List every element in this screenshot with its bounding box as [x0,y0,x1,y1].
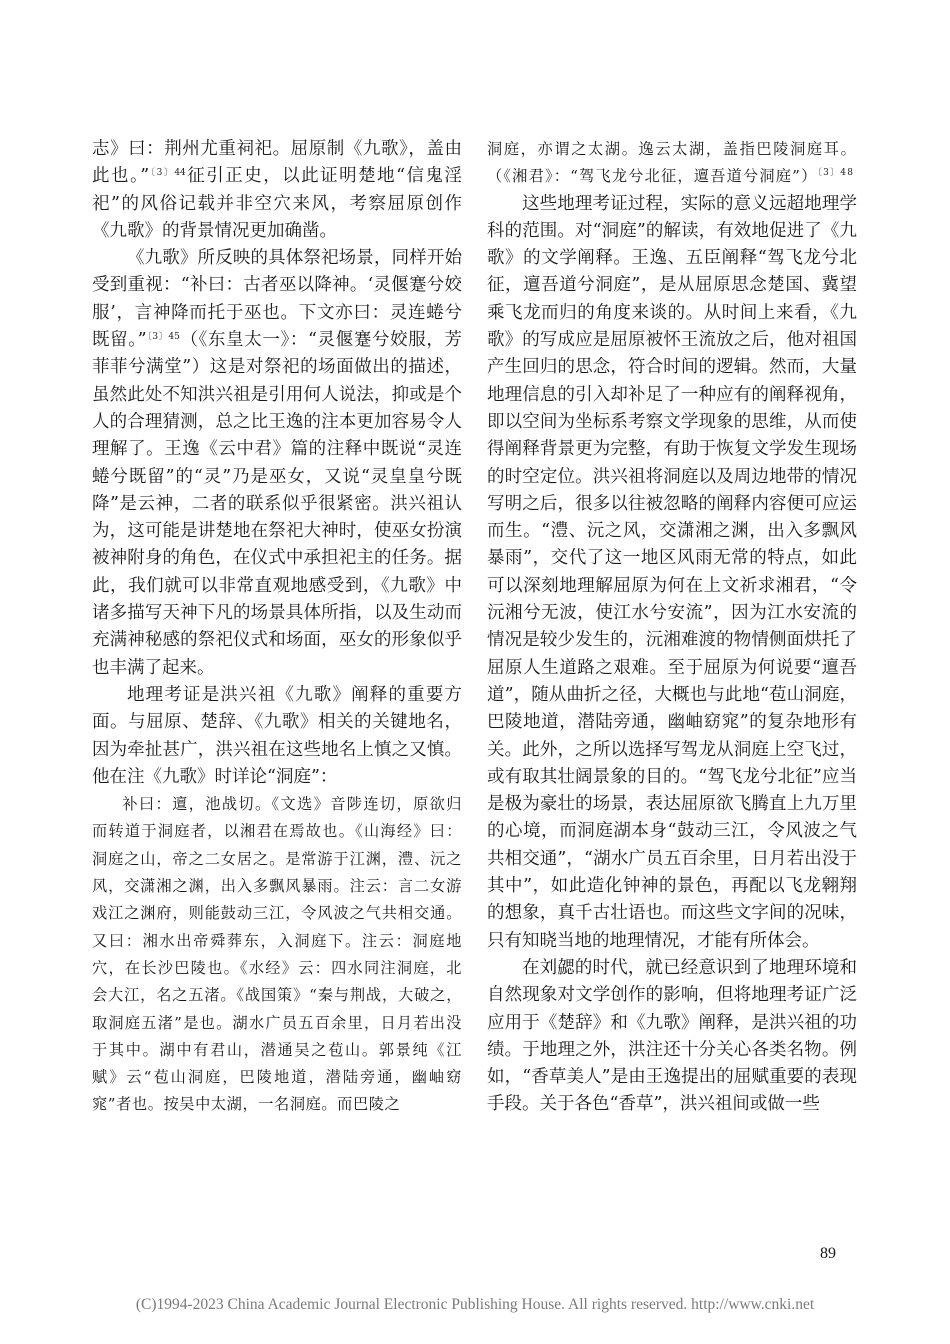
paragraph-2-text-a: 《九歌》所反映的具体祭祀场景，同样开始受到重视：“补曰：古者巫以降神。‘灵偃蹇兮姣服’，言神降而托于巫也。下文亦曰：灵连蜷兮既留。” [92,248,462,351]
paragraph-4: 这些地理考证过程，实际的意义远超地理学科的范围。对“洞庭”的解读，有效地促进了《九歌》的文学阐释。王逸、五臣阐释“驾飞龙兮北征，邅吾道兮洞庭”，是从屈原思念楚国、冀望乘飞龙而归的角度来谈的。从时间上来看，《九歌》的写成应是屈原被怀王流放之后，他对祖国产生回归的思念，符合时间的逻辑。然而，大量地理信息的引入却补足了一种应有的阐释视角，即以空间为坐标系考察文学现象的思维，从而使得阐释背景更为完整，有助于恢复文学发生现场的时空定位。洪兴祖将洞庭以及周边地带的情况写明之后，很多以往被忽略的阐释内容便可应运而生。“澧、沅之风，交潇湘之渊，出入多飘风暴雨”，交代了这一地区风雨无常的特点，如此可以深刻地理解屈原为何在上文祈求湘君，“令沅湘兮无波，使江水兮安流”，因为江水安流的情况是较少发生的，沅湘难渡的物情侧面烘托了屈原人生道路之艰难。至于屈原为何说要“邅吾道”，随从曲折之径，大概也与此地“苞山洞庭，巴陵地道，潜陆旁通，幽岫窈窕”的复杂地形有关。此外，之所以选择写驾龙从洞庭上空飞过，或有取其壮阔景象的目的。“驾飞龙兮北征”应当是极为豪壮的场景，表达屈原欲飞腾直上九万里的心境，而洞庭湖本身“鼓动三江，令风波之气共相交通”，“湖水广员五百余里，日月若出没于其中”，如此造化钟神的景色，再配以飞龙翱翔的想象，真千古壮语也。而这些文字间的况味，只有知晓当地的地理情况，才能有所体会。 [487,193,857,951]
paragraph-1-text-a: 志》曰：荆州尤重祠祀。屈原制《九歌》，盖由此也。” [92,139,462,187]
paragraph-2-text-b: （《东皇太一》：“灵偃蹇兮姣服，芳菲菲兮满堂”）这是对祭祀的场面做出的描述，虽然此处不知洪兴祖是引用何人说法，抑或是个人的合理猜测，总之比王逸的注本更加容易令人理解了。王逸《云中君》篇的注释中既说“灵连蜷兮既留”的“灵”乃是巫女，又说“灵皇皇兮既降”是云神，二者的联系似乎很紧密。洪兴祖认为，这可能是讲楚地在祭祀大神时，使巫女扮演被神附身的角色，在仪式中承担祀主的任务。据此，我们就可以非常直观地感受到，《九歌》中诸多描写天神下凡的场景具体所指，以及生动而充满神秘感的祭祀仪式和场面，巫女的形象似乎也丰满了起来。 [92,330,462,678]
citation-ref: 〔3〕48 [817,168,855,179]
paragraph-1 [92,136,462,245]
citation-ref: 〔3〕45 [146,332,180,343]
paragraph-1-text-b: 征引正史，以此证明楚地“信鬼淫祀”的风俗记载并非空穴来风，考察屈原创作《九歌》的背景情况更加确凿。 [92,166,462,241]
right-column [487,136,857,1119]
block-quote-continued-text: 洞庭，亦谓之太湖。逸云太湖，盖指巴陵洞庭耳。（《湘君》：“驾飞龙兮北征，邅吾道兮洞庭”） [487,140,857,186]
left-column [92,136,462,1119]
paragraph-5: 在刘勰的时代，就已经意识到了地理环境和自然现象对文学创作的影响，但将地理考证广泛应用于《楚辞》和《九歌》阐释，是洪兴祖的功绩。于地理之外，洪注还十分关心各类名物。例如，“香草美人”是由王逸提出的屈赋重要的表现手段。关于各色“香草”，洪兴祖间或做一些 [487,957,857,1115]
page-number: 89 [820,1245,836,1262]
block-quote: 补曰：邅，池战切。《文选》音陟连切，原欲归而转道于洞庭者，以湘君在焉故也。《山海经》曰：洞庭之山，帝之二女居之。是常游于江渊，澧、沅之风，交潇湘之渊，出入多飘风暴雨。注云：言二女游戏江之渊府，则能鼓动三江，令风波之气共相交通。又曰：湘水出帝舜葬东，入洞庭下。注云：洞庭地穴，在长沙巴陵也。《水经》云：四水同注洞庭，北会大江，名之五渚。《战国策》“秦与荆战，大破之，取洞庭五渚”是也。湖水广员五百余里，日月若出没于其中。湖中有君山，潜通吴之苞山。郭景纯《江赋》云“苞山洞庭，巴陵地道，潜陆旁通，幽岫窈窕”者也。按吴中太湖，一名洞庭。而巴陵之 [92,795,462,1114]
block-quote-continued [487,136,857,191]
copyright-footer: (C)1994-2023 China Academic Journal Electronic Publishing House. All rights reserved. http://www.cnki.net [135,1296,815,1313]
citation-ref: 〔3〕44 [149,168,186,179]
paragraph-2 [92,245,462,682]
paragraph-3: 地理考证是洪兴祖《九歌》阐释的重要方面。与屈原、楚辞、《九歌》相关的关键地名，因为牵扯甚广，洪兴祖在这些地名上慎之又慎。他在注《九歌》时详论“洞庭”： [92,684,462,787]
